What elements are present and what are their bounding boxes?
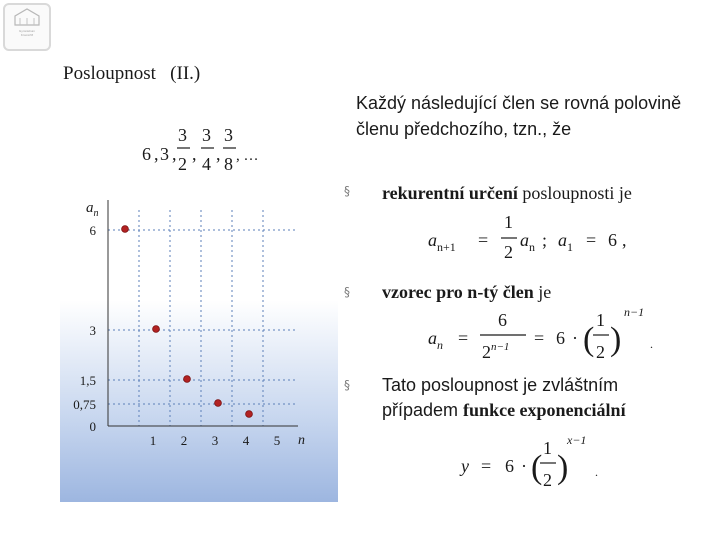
y-axis-label: $a_n$: [86, 200, 99, 219]
seq-frac-den: 8: [224, 154, 233, 174]
f1-equals: =: [478, 230, 489, 250]
f2-base-den: 2: [596, 342, 605, 362]
logo-line-1: Gymnázium: [18, 29, 35, 33]
f2-lhs: $a_n$: [428, 328, 443, 352]
f3-base-num: 1: [543, 438, 552, 458]
paren-left: (: [583, 321, 595, 358]
y-tick-label: 1,5: [79, 373, 96, 388]
seq-term-1: 6: [142, 144, 151, 164]
intro-text: Každý následující člen se rovná polovině členu předchozího, tzn., že: [356, 93, 682, 139]
f3-equals: =: [481, 456, 492, 476]
formula-nth-term: [420, 302, 670, 368]
f1-lhs: $a_{n+1}$: [428, 230, 456, 254]
x-tick-label: 1: [149, 433, 157, 448]
seq-term-2: 3: [160, 144, 169, 164]
y-tick-label: 6: [89, 223, 96, 238]
x-tick-label: 3: [211, 433, 219, 448]
bullet-marker: §: [344, 285, 350, 299]
y-tick-label: 0,75: [73, 397, 96, 412]
seq-frac-num: 3: [178, 125, 187, 145]
data-point: [153, 326, 160, 333]
y-tick-label: 3: [89, 323, 96, 338]
f2-end: .: [650, 337, 653, 351]
f3-dot: ·: [521, 456, 527, 476]
f3-end: .: [595, 465, 598, 479]
f2-exponent: n−1: [624, 305, 645, 319]
data-point: [246, 411, 253, 418]
bullet-1-bold: rekurentní určení: [382, 183, 518, 203]
paren-right: ): [557, 449, 569, 486]
f1-coef-num: 1: [504, 212, 513, 232]
f1-init-equals: =: [586, 230, 597, 250]
seq-frac-num: 3: [202, 125, 211, 145]
f1-coef-den: 2: [504, 242, 513, 262]
bullet-3-bold: funkce exponenciální: [463, 400, 626, 420]
bullet-3-line-2: případem funkce exponenciální: [382, 400, 626, 420]
f2-equals-2: =: [534, 328, 545, 348]
seq-frac-den: 4: [202, 154, 211, 174]
sequence-chart: [60, 180, 320, 460]
bullet-2-rest: je: [533, 282, 552, 302]
f1-separator: ;: [542, 230, 548, 250]
bullet-1-rest: posloupnosti je: [517, 183, 632, 203]
f1-init-value: 6: [608, 230, 617, 250]
f3-lhs: y: [461, 456, 469, 476]
paren-right: ): [610, 321, 622, 358]
seq-comma: ,: [172, 144, 177, 164]
x-tick-label: 2: [180, 433, 188, 448]
f2-frac-num: 6: [498, 310, 507, 330]
seq-comma: ,: [192, 144, 197, 164]
logo-line-2: Kroměříž: [20, 33, 34, 37]
f3-coef: 6: [505, 456, 514, 476]
bullet-marker: §: [344, 184, 350, 198]
seq-comma: ,: [216, 144, 221, 164]
bullet-2-bold: vzorec pro n-tý člen: [382, 282, 534, 302]
f1-rhs: $a_n$: [520, 230, 535, 254]
seq-ellipsis: , …: [236, 148, 259, 164]
data-points: [122, 226, 253, 418]
slide-title: Posloupnost (II.): [63, 63, 201, 84]
bullet-exponential: [382, 373, 626, 423]
y-tick-labels: [73, 223, 96, 434]
f2-equals: =: [458, 328, 469, 348]
seq-frac-num: 3: [224, 125, 233, 145]
f3-base-den: 2: [543, 470, 552, 490]
sequence-expression: [60, 114, 300, 174]
f2-frac-den: $2^{n-1}$: [482, 341, 510, 362]
f2-base-num: 1: [596, 310, 605, 330]
data-point: [215, 400, 222, 407]
f2-coef: 6: [556, 328, 565, 348]
school-logo: [3, 3, 51, 51]
f1-init-var: $a_1$: [558, 230, 573, 254]
seq-frac-den: 2: [178, 154, 187, 174]
chart-guides: [108, 210, 298, 426]
y-tick-label: 0: [89, 419, 96, 434]
f3-exponent: x−1: [567, 433, 587, 447]
seq-comma: ,: [154, 144, 159, 164]
x-axis-label: n: [298, 433, 305, 448]
f1-end: ,: [622, 230, 627, 250]
formula-recursive: [420, 208, 640, 268]
bullet-recursive: [382, 181, 632, 206]
building-icon: [5, 5, 49, 29]
x-tick-label: 5: [273, 433, 281, 448]
paren-left: (: [531, 449, 543, 486]
f2-dot: ·: [572, 328, 578, 348]
formula-exponential: [455, 430, 625, 496]
logo-caption: [5, 29, 49, 37]
x-tick-label: 4: [242, 433, 250, 448]
data-point: [122, 226, 129, 233]
bullet-marker: §: [344, 378, 350, 392]
bullet-3-line-1: Tato posloupnost je zvláštním: [382, 375, 619, 395]
data-point: [184, 376, 191, 383]
x-tick-labels: [150, 433, 281, 448]
